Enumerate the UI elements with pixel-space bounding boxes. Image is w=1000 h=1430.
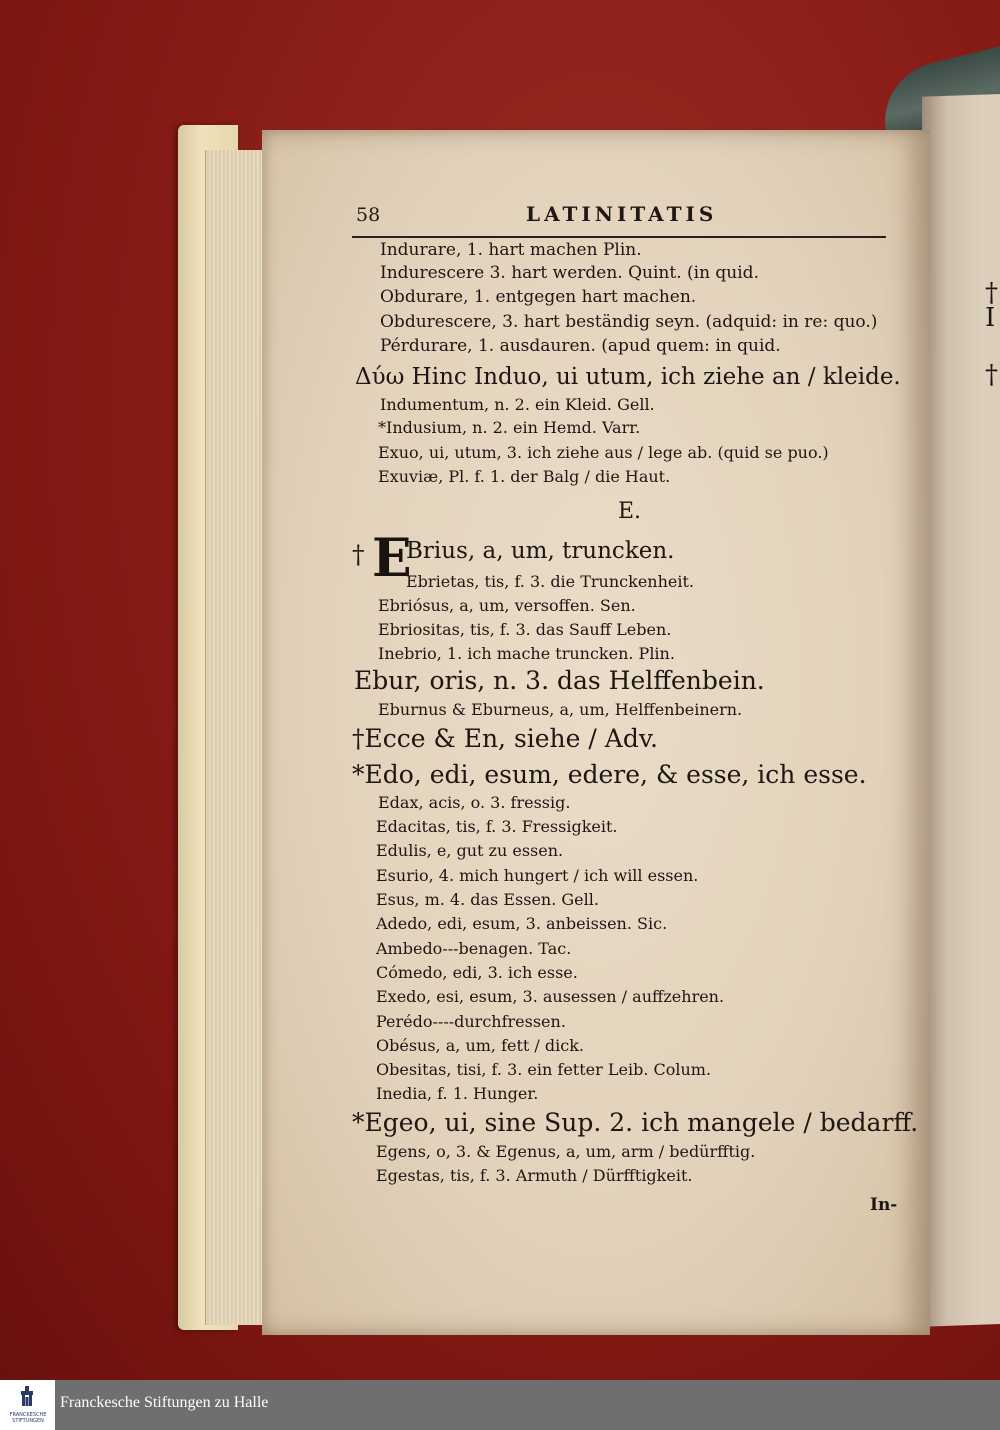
entry-line: Egens, o, 3. & Egenus, a, um, arm / bedürfftig. bbox=[376, 1142, 756, 1161]
logo-text: FRANCKESCHE STIFTUNGEN bbox=[9, 1412, 47, 1424]
entry-line: Indumentum, n. 2. ein Kleid. Gell. bbox=[380, 395, 655, 414]
entry-line: Ebrietas, tis, f. 3. die Trunckenheit. bbox=[406, 572, 694, 591]
headword-line: Ebur, oris, n. 3. das Helffenbein. bbox=[354, 666, 765, 695]
headword-line: *Edo, edi, esum, edere, & esse, ich esse. bbox=[352, 760, 867, 789]
entry-line: Ebriósus, a, um, versoffen. Sen. bbox=[378, 596, 636, 615]
entry-line: Exuviæ, Pl. f. 1. der Balg / die Haut. bbox=[378, 467, 671, 486]
headword-line: †Ecce & En, siehe / Adv. bbox=[352, 724, 658, 753]
entry-line: Edacitas, tis, f. 3. Fressigkeit. bbox=[376, 817, 618, 836]
facing-page-glyph: I bbox=[985, 303, 996, 333]
entry-line: Obesitas, tisi, f. 3. ein fetter Leib. Colum. bbox=[376, 1060, 712, 1079]
facing-page-glyph: † bbox=[985, 360, 998, 390]
institution-logo bbox=[0, 1380, 55, 1430]
entry-line: Obdurare, 1. entgegen hart machen. bbox=[380, 287, 697, 307]
dagger-mark: † bbox=[352, 540, 365, 569]
running-head: LATINITATIS bbox=[526, 202, 718, 226]
entry-line: Obdurescere, 3. hart beständig seyn. (adquid: in re: quo.) bbox=[380, 312, 878, 332]
entry-line: Eburnus & Eburneus, a, um, Helffenbeinern. bbox=[378, 700, 743, 719]
entry-line: Esus, m. 4. das Essen. Gell. bbox=[376, 890, 599, 909]
section-letter: E. bbox=[618, 499, 642, 524]
entry-line: Exedo, esi, esum, 3. ausessen / auffzehren. bbox=[376, 987, 725, 1006]
entry-line: Edulis, e, gut zu essen. bbox=[376, 841, 564, 860]
entry-line: Indurare, 1. hart machen Plin. bbox=[380, 240, 642, 260]
entry-line: Adedo, edi, esum, 3. anbeissen. Sic. bbox=[376, 914, 668, 933]
facing-page-glyph: † bbox=[985, 278, 998, 308]
headword-line: *Egeo, ui, sine Sup. 2. ich mangele / bedarff. bbox=[352, 1108, 919, 1137]
headword-line: Δύω Hinc Induo, ui utum, ich ziehe an / kleide. bbox=[355, 364, 901, 390]
entry-line: Esurio, 4. mich hungert / ich will essen. bbox=[376, 866, 699, 885]
entry-line: *Indusium, n. 2. ein Hemd. Varr. bbox=[378, 418, 641, 437]
entry-line: Inedia, f. 1. Hunger. bbox=[376, 1084, 539, 1103]
entry-line: Exuo, ui, utum, 3. ich ziehe aus / lege ab. (quid se puo.) bbox=[378, 443, 829, 462]
entry-line: Ebriositas, tis, f. 3. das Sauff Leben. bbox=[378, 620, 672, 639]
entry-line: Egestas, tis, f. 3. Armuth / Dürfftigkeit. bbox=[376, 1166, 693, 1185]
entry-line: Obésus, a, um, fett / dick. bbox=[376, 1036, 584, 1055]
catchword: In- bbox=[870, 1195, 898, 1215]
entry-line: Indurescere 3. hart werden. Quint. (in quid. bbox=[380, 263, 759, 283]
footer-bar bbox=[0, 1380, 1000, 1430]
entry-line: Pérdurare, 1. ausdauren. (apud quem: in quid. bbox=[380, 336, 781, 356]
header-rule bbox=[352, 236, 886, 238]
entry-line: Cómedo, edi, 3. ich esse. bbox=[376, 963, 578, 982]
entry-line: Ambedo---benagen. Tac. bbox=[376, 939, 572, 958]
institution-name: Franckesche Stiftungen zu Halle bbox=[60, 1394, 269, 1411]
entry-line: Perédo----durchfressen. bbox=[376, 1012, 566, 1031]
entry-line: Edax, acis, o. 3. fressig. bbox=[378, 793, 571, 812]
headword-line: Brius, a, um, truncken. bbox=[406, 538, 675, 564]
entry-line: Inebrio, 1. ich mache truncken. Plin. bbox=[378, 644, 675, 663]
drop-cap-letter: E bbox=[372, 528, 412, 589]
building-icon bbox=[20, 1386, 34, 1406]
page-number: 58 bbox=[356, 204, 381, 226]
